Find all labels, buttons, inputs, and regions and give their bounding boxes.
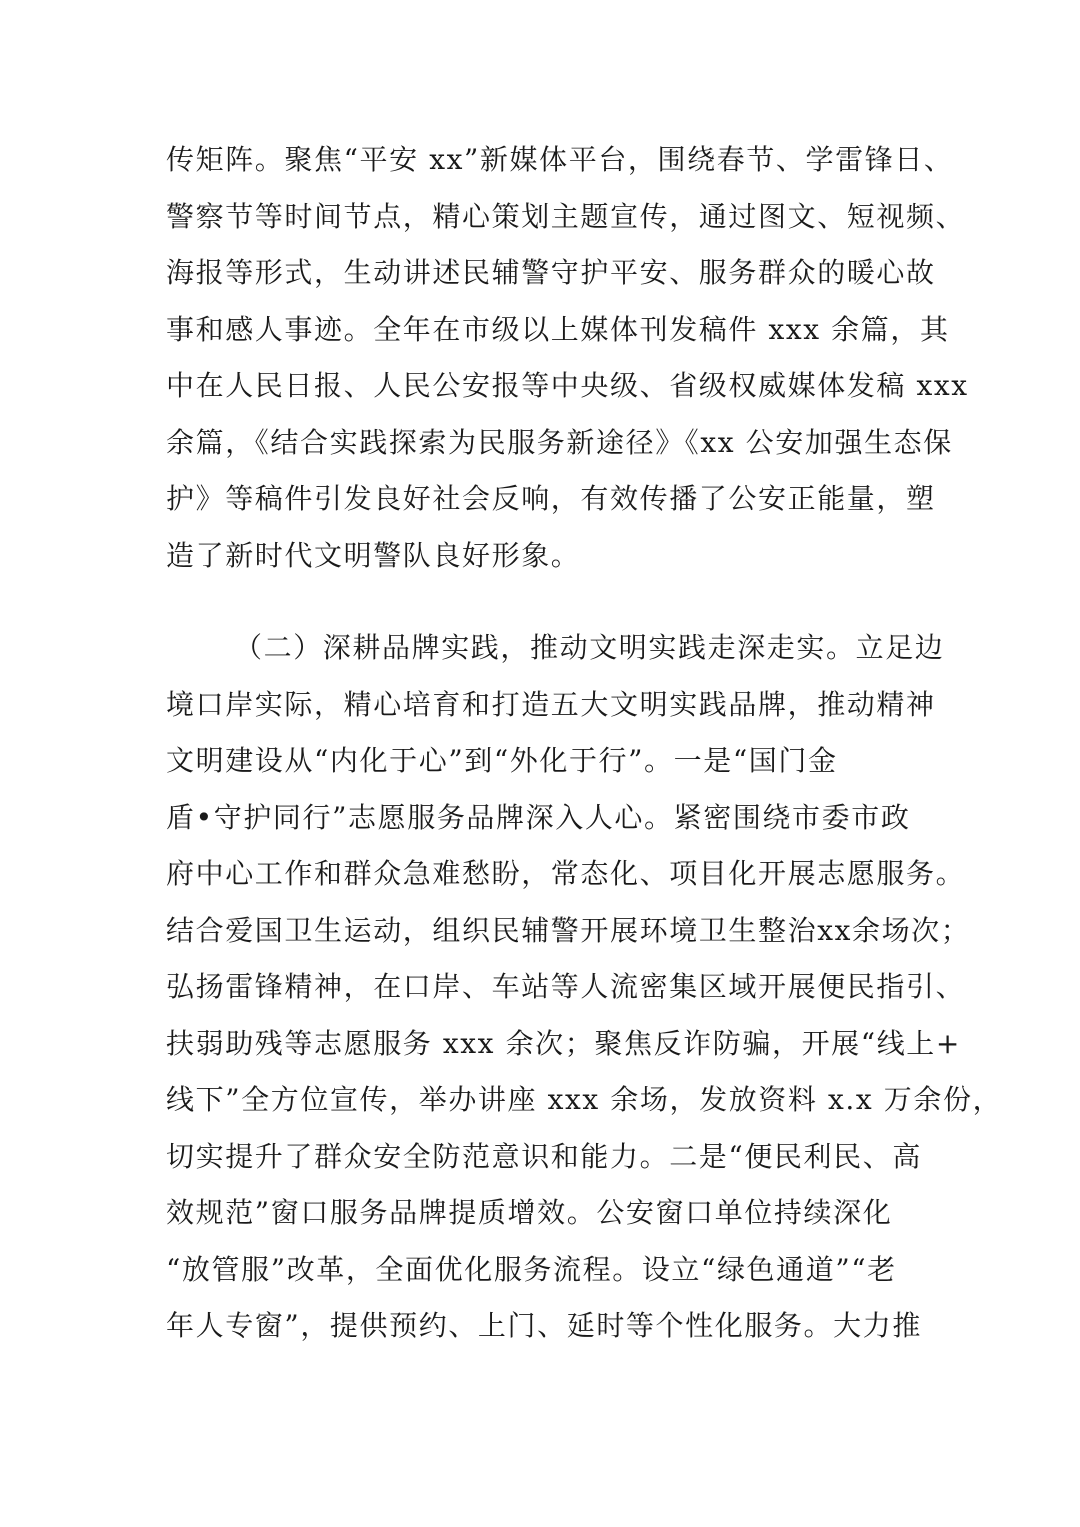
- text-line: 扶弱助残等志愿服务 xxx 余次；聚焦反诈防骗，开展“线上+: [166, 1026, 961, 1060]
- text-line: 境口岸实际，精心培育和打造五大文明实践品牌，推动精神: [166, 687, 936, 721]
- text-line: 海报等形式，生动讲述民辅警守护平安、服务群众的暖心故: [166, 256, 936, 289]
- section-heading-line: （二）深耕品牌实践，推动文明实践走深走实。立足边: [234, 631, 945, 664]
- paragraph-media-publicity: [166, 132, 969, 584]
- text-line: 盾•守护同行”志愿服务品牌深入人心。紧密围绕市委市政: [166, 800, 911, 834]
- text-line: 文明建设从“内化于心”到“外化于行”。一是“国门金: [166, 744, 838, 777]
- text-line: “放管服”改革，全面优化服务流程。设立“绿色通道”“老: [166, 1252, 897, 1286]
- text-line: 事和感人事迹。全年在市级以上媒体刊发稿件 xxx 余篇，其: [166, 312, 950, 346]
- text-line: 警察节等时间节点，精心策划主题宣传，通过图文、短视频、: [166, 199, 966, 233]
- text-line: 弘扬雷锋精神，在口岸、车站等人流密集区域开展便民指引、: [166, 970, 966, 1003]
- text-line: 府中心工作和群众急难愁盼，常态化、项目化开展志愿服务。: [166, 857, 966, 890]
- text-line: 结合爱国卫生运动，组织民辅警开展环境卫生整治xx余场次；: [166, 913, 971, 947]
- text-line: 年人专窗”，提供预约、上门、延时等个性化服务。大力推: [166, 1309, 922, 1342]
- text-line: 护》等稿件引发良好社会反响，有效传播了公安正能量，塑: [166, 482, 936, 515]
- text-line: 传矩阵。聚焦“平安 xx”新媒体平台，围绕春节、学雷锋日、: [166, 143, 954, 176]
- paragraph-brand-practice: [166, 620, 1003, 1355]
- text-line: 造了新时代文明警队良好形象。: [166, 538, 581, 572]
- text-line: 效规范”窗口服务品牌提质增效。公安窗口单位持续深化: [166, 1196, 893, 1229]
- text-line: 余篇，《结合实践探索为民服务新途径》《xx 公安加强生态保: [166, 425, 953, 459]
- text-line: 线下”全方位宣传，举办讲座 xxx 余场，发放资料 x.x 万余份，: [166, 1083, 1003, 1116]
- text-line: 切实提升了群众安全防范意识和能力。二是“便民利民、高: [166, 1139, 922, 1173]
- text-line: 中在人民日报、人民公安报等中央级、省级权威媒体发稿 xxx: [166, 369, 969, 402]
